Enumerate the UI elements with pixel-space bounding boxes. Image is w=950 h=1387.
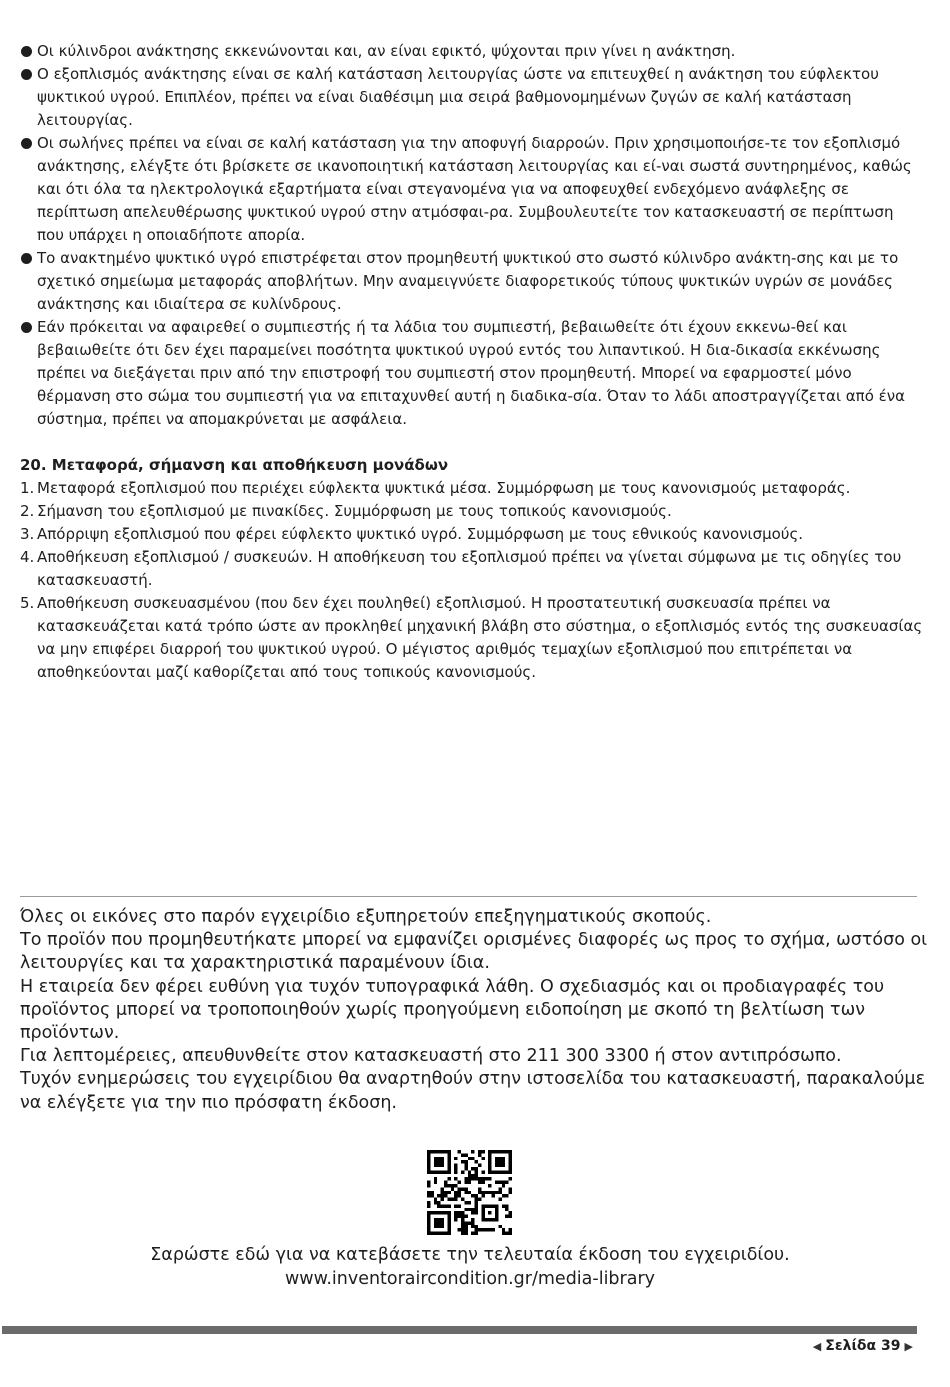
bullet-dot-icon: [21, 322, 32, 333]
bullet-item: [20, 247, 925, 316]
list-item: [20, 592, 925, 684]
section-divider: [20, 896, 917, 897]
bullet-text: Το ανακτημένο ψυκτικό υγρό επιστρέφεται στον προμηθευτή ψυκτικού στο σωστό κύλινδρο ανάκτη-σης και με το σχετικό σημείωμα μεταφοράς αποβλήτων. Μην αναμειγνύετε διαφορετικούς τύπους ψυκτικών υγρών σε μονάδες ανάκτησης και ιδιαίτερα σε κυλίνδρους.: [37, 249, 899, 313]
list-text: Σήμανση του εξοπλισμού με πινακίδες. Συμμόρφωση με τους τοπικούς κανονισμούς.: [37, 502, 672, 520]
list-number: 1.: [20, 479, 35, 497]
bullet-text: Οι σωλήνες πρέπει να είναι σε καλή κατάσταση για την αποφυγή διαρροών. Πριν χρησιμοποιήσε-τε τον εξοπλισμό ανάκτησης, ελέγξτε ότι βρίσκετε σε ικανοποιητική κατάσταση λειτουργίας και εί-ναι σωστά συντηρημένος, καθώς και ότι όλα τα ηλεκτρολογικά εξαρτήματα είναι στεγανομένα για να αποφευχθεί ενδεχόμενο ανάφλεξης σε περίπτωση απελευθέρωσης ψυκτικού υγρού στην ατμόσφαι-ρα. Συμβουλευτείτε τον κατασκευαστή σε περίπτωση που υπάρχει η οποιαδήποτε απορία.: [37, 134, 912, 244]
bullet-text: Ο εξοπλισμός ανάκτησης είναι σε καλή κατάσταση λειτουργίας ώστε να επιτευχθεί η ανάκτηση του εύφλεκτου ψυκτικού υγρού. Επιπλέον, πρέπει να είναι διαθέσιμη μια σειρά βαθμονομημένων ζυγών σε καλή κατάσταση λειτουργίας.: [37, 65, 879, 129]
bullet-item: [20, 132, 925, 247]
disclaimer-line: Το προϊόν που προμηθευτήκατε μπορεί να εμφανίζει ορισμένες διαφορές ως προς το σχήμα, ωστόσο οι λειτουργίες και τα χαρακτηριστικά παραμένουν ίδια.: [20, 930, 928, 974]
list-text: Αποθήκευση εξοπλισμού / συσκευών. Η αποθήκευση του εξοπλισμού πρέπει να γίνεται σύμφωνα με τις οδηγίες του κατασκευαστή.: [37, 548, 902, 589]
footer-bar: [2, 1326, 917, 1334]
triangle-right-icon[interactable]: ▶: [904, 1339, 913, 1353]
disclaimer-line: Η εταιρεία δεν φέρει ευθύνη για τυχόν τυπογραφικά λάθη. Ο σχεδιασμός και οι προδιαγραφές του προϊόντος μπορεί να τροποποιηθούν χωρίς προηγούμενη ειδοποίηση με σκοπό τη βελτίωση των προϊόντων.: [20, 976, 885, 1044]
list-item: [20, 546, 925, 592]
list-item: [20, 500, 925, 523]
qr-caption: [0, 1243, 940, 1291]
list-text: Αποθήκευση συσκευασμένου (που δεν έχει πουληθεί) εξοπλισμού. Η προστατευτική συσκευασία πρέπει να κατασκευάζεται κατά τρόπο ώστε αν προκληθεί μηχανική βλάβη στο σύστημα, ο εξοπλισμός εντός της συσκευασίας να μην επιφέρει διαρροή του ψυκτικού υγρού. Ο μέγιστος αριθμός τεμαχίων εξοπλισμού που επιτρέπεται να αποθηκεύονται μαζί καθορίζεται από τους τοπικούς κανονισμούς.: [37, 594, 923, 681]
list-number: 2.: [20, 502, 35, 520]
numbered-list: [20, 477, 925, 684]
list-text: Απόρριψη εξοπλισμού που φέρει εύφλεκτο ψυκτικό υγρό. Συμμόρφωση με τους εθνικούς κανονισμούς.: [37, 525, 804, 543]
list-item: [20, 523, 925, 546]
disclaimer-line: Όλες οι εικόνες στο παρόν εγχειρίδιο εξυπηρετούν επεξηγηματικούς σκοπούς.: [20, 907, 712, 927]
bullet-text: Εάν πρόκειται να αφαιρεθεί ο συμπιεστής ή τα λάδια του συμπιεστή, βεβαιωθείτε ότι έχουν εκκενω-θεί και βεβαιωθείτε ότι δεν έχει παραμείνει ποσότητα ψυκτικού υγρού εντός του λιπαντικού. Η δια-δικασία εκκένωσης πρέπει να διεξάγεται πριν από την επιστροφή του συμπιεστή στον προμηθευτή. Μπορεί να εφαρμοστεί μόνο θέρμανση στο σώμα του συμπιεστή για να επιταχυνθεί αυτή η διαδικα-σία. Όταν το λάδι αποστραγγίζεται από ένα σύστημα, πρέπει να απομακρύνεται με ασφάλεια.: [37, 318, 906, 428]
qr-code-icon[interactable]: [427, 1150, 512, 1235]
page-indicator: [813, 1335, 913, 1357]
page-number: Σελίδα 39: [825, 1338, 901, 1354]
list-text: Μεταφορά εξοπλισμού που περιέχει εύφλεκτα ψυκτικά μέσα. Συμμόρφωση με τους κανονισμούς μεταφοράς.: [37, 479, 851, 497]
qr-caption-text: Σαρώστε εδώ για να κατεβάσετε την τελευταία έκδοση του εγχειριδίου.: [150, 1245, 790, 1265]
bullet-dot-icon: [21, 46, 32, 57]
disclaimer-line: Για λεπτομέρειες, απευθυνθείτε στον κατασκευαστή στο 211 300 3300 ή στον αντιπρόσωπο.: [20, 1046, 842, 1067]
triangle-left-icon[interactable]: ◀: [812, 1339, 822, 1353]
bullet-dot-icon: [21, 253, 32, 264]
section-title: 20. Μεταφορά, σήμανση και αποθήκευση μονάδων: [20, 456, 449, 474]
list-number: 4.: [20, 548, 35, 566]
list-number: 5.: [20, 594, 35, 612]
list-number: 3.: [20, 525, 35, 543]
bullet-dot-icon: [21, 69, 32, 80]
media-library-link[interactable]: www.inventoraircondition.gr/media-library: [284, 1269, 656, 1289]
bullet-item: [20, 40, 925, 63]
list-item: [20, 477, 925, 500]
bullet-text: Οι κύλινδροι ανάκτησης εκκενώνονται και, αν είναι εφικτό, ψύχονται πριν γίνει η ανάκτηση.: [37, 42, 736, 60]
bullet-list: [20, 40, 925, 431]
bullet-item: [20, 63, 925, 132]
disclaimer-block: [20, 906, 930, 1115]
bullet-dot-icon: [21, 138, 32, 149]
bullet-item: [20, 316, 925, 431]
disclaimer-line: Τυχόν ενημερώσεις του εγχειρίδιου θα αναρτηθούν στην ιστοσελίδα του κατασκευαστή, παρακαλούμε να ελέγξετε για την πιο πρόσφατη έκδοση.: [20, 1069, 926, 1113]
